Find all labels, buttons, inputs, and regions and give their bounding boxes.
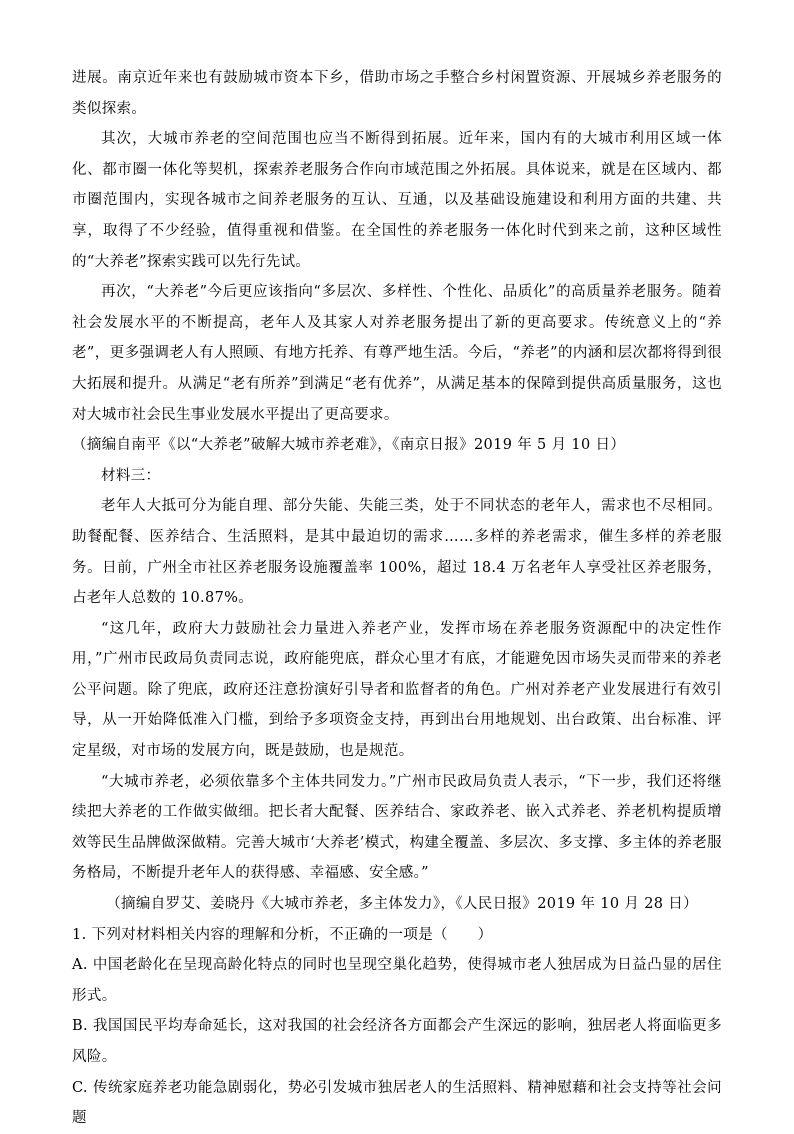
question-option-b: B. 我国国民平均寿命延长，这对我国的社会经济各方面都会产生深远的影响，独居老人将面临更多风险。 (72, 1018, 722, 1065)
question-option-a: A. 中国老龄化在呈现高龄化特点的同时也呈现空巢化趋势，使得城市老人独居成为日益凸显的居住形式。 (72, 957, 722, 1004)
material-3-heading: 材料三： (101, 467, 161, 484)
paragraph-spatial-scope: 其次，大城市养老的空间范围也应当不断得到拓展。近年来，国内有的大城市利用区域一体化、都市圈一体化等契机，探索养老服务合作向市域范围之外拓展。具体说来，就是在区域内、都市圈范围内，实现各城市之间养老服务的互认、互通，以及基础设施建设和利用方面的共建、共享，取得了不少经验，值得重视和借鉴。在全国性的养老服务一体化时代到来之前，这种区域性的“大养老”探索实践可以先行先试。 (72, 131, 722, 270)
source-citation-2: （摘编自罗艾、姜晓丹《大城市养老，多主体发力》，《人民日报》2019 年 10 月 28 日） (106, 896, 698, 913)
paragraph-government-role: “这几年，政府大力鼓励社会力量进入养老产业，发挥市场在养老服务资源配中的决定性作用，”广州市民政局负责同志说，政府能兜底，群众心里才有底，才能避免因市场失灵而带来的养老公平问题。除了兜底，政府还注意扮演好引导者和监督者的角色。广州对养老产业发展进行有效引导，从一开始降低准入门槛，到给予多项资金支持，再到出台用地规划、出台政策、出台标准、评定星级，对市场的发展方向，既是鼓励，也是规范。 (72, 620, 722, 760)
paragraph-high-quality-service: 再次，“大养老”今后更应该指向“多层次、多样性、个性化、品质化”的高质量养老服务。随着社会发展水平的不断提高，老年人及其家人对养老服务提出了新的更高要求。传统意义上的“养老”，更多强调老人有人照顾、有地方托养、有尊严地生活。今后，“养老”的内涵和层次都将得到很大拓展和提升。从满足“老有所养”到满足“老有优养”，从满足基本的保障到提供高质量服务，这也对大城市社会民生事业发展水平提出了更高要求。 (72, 284, 722, 423)
paragraph-continuation: 进展。南京近年来也有鼓励城市资本下乡，借助市场之手整合乡村闲置资源、开展城乡养老服务的类似探索。 (72, 70, 722, 117)
question-option-c: C. 传统家庭养老功能急剧弱化，势必引发城市独居老人的生活照料、精神慰藉和社会支持等社会问题 (72, 1079, 722, 1127)
question-stem: 1. 下列对材料相关内容的理解和分析，不正确的一项是（ ） (72, 926, 493, 943)
paragraph-elderly-needs: 老年人大抵可分为能自理、部分失能、失能三类，处于不同状态的老年人，需求也不尽相同。助餐配餐、医养结合、生活照料，是其中最迫切的需求……多样的养老需求，催生多样的养老服务。日前，广州全市社区养老服务设施覆盖率 100%，超过 18.4 万名老年人享受社区养老服务，占老年人总数的 10.87%。 (72, 498, 722, 607)
paragraph-multi-subject: “大城市养老，必须依靠多个主体共同发力。”广州市民政局负责人表示，“下一步，我们还将继续把大养老的工作做实做细。把长者大配餐、医养结合、家政养老、嵌入式养老、养老机构提质增效等民生品牌做深做精。完善大城市‘大养老’模式，构建全覆盖、多层次、多支撑、多主体的养老服务格局，不断提升老年人的获得感、幸福感、安全感。” (72, 773, 722, 882)
document-page (72, 63, 722, 1134)
source-citation-1: （摘编自南平《以“大养老”破解大城市养老难》，《南京日报》2019 年 5 月 10 日） (72, 437, 626, 454)
